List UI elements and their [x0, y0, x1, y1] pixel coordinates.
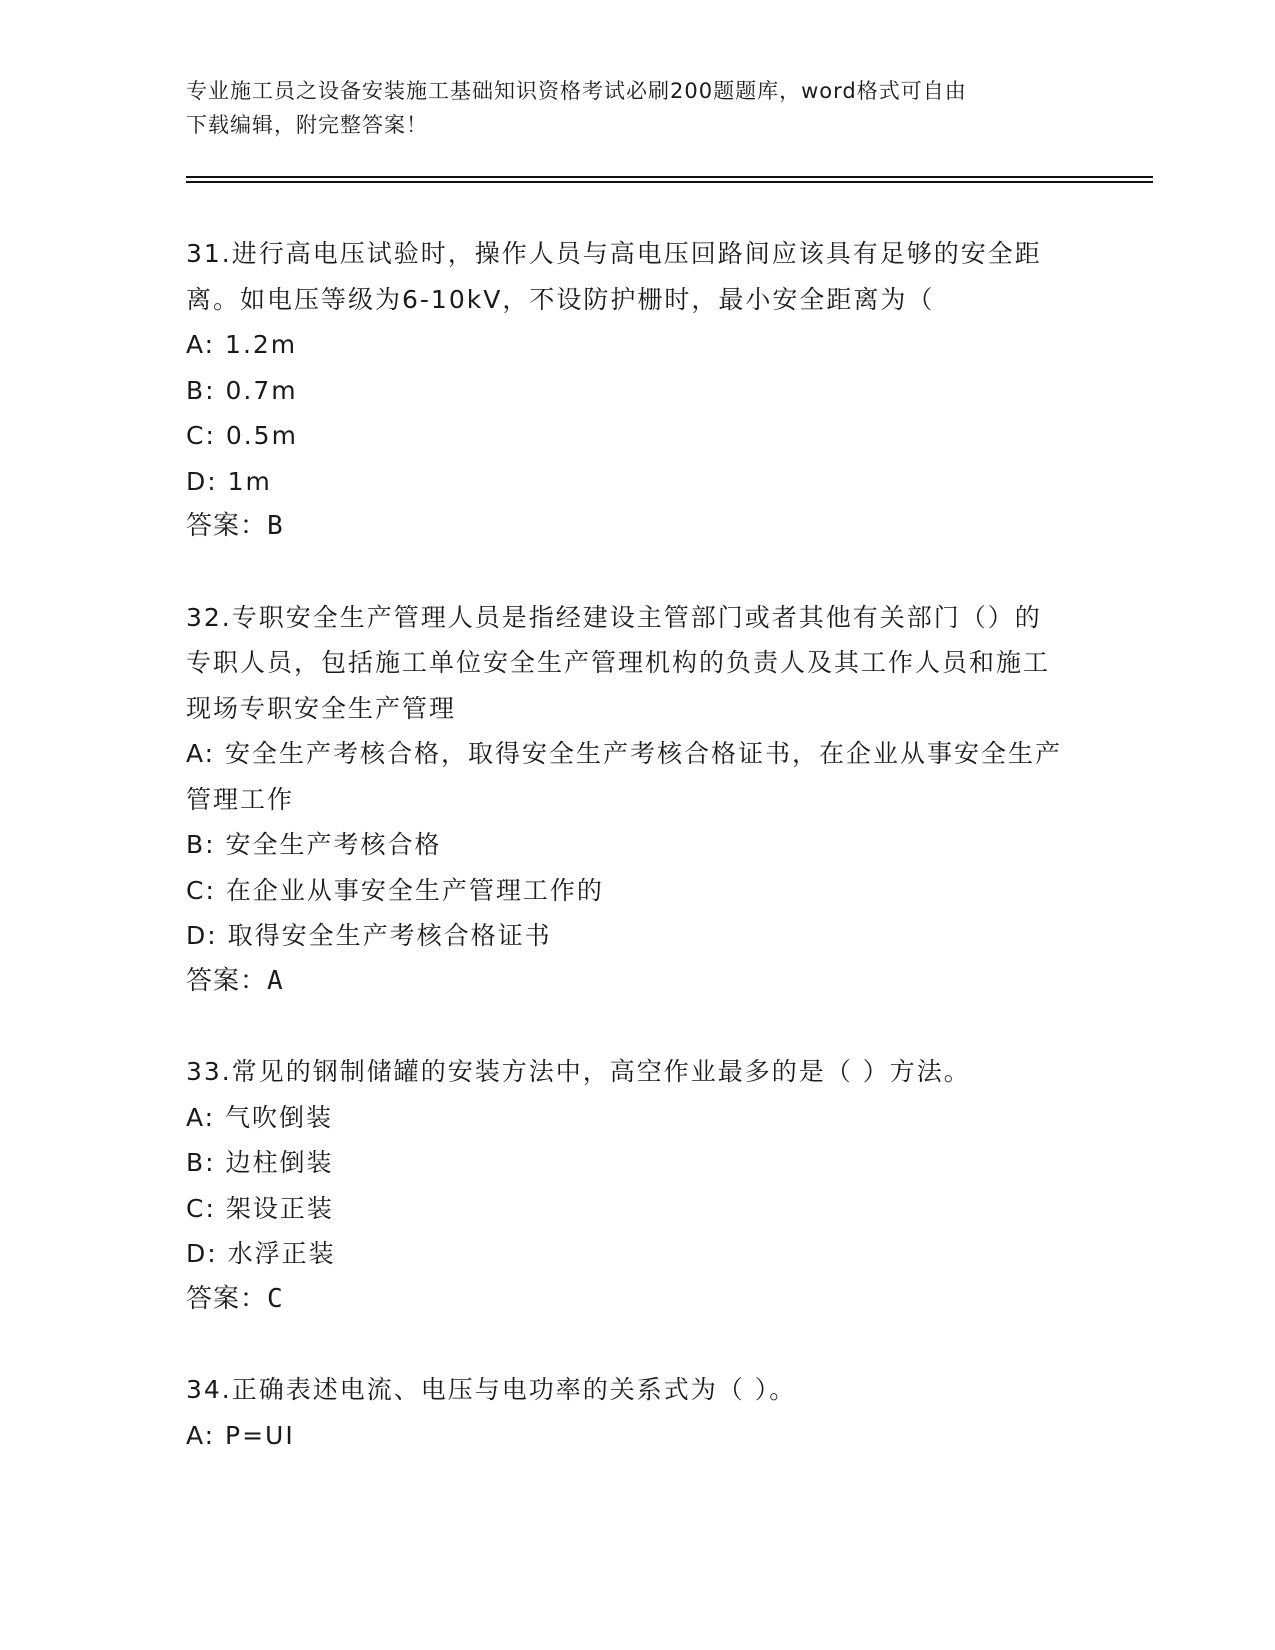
question-34 — [186, 1367, 1086, 1458]
question-text: 34.正确表述电流、电压与电功率的关系式为（ ）。 — [186, 1375, 797, 1404]
header-line-1: 专业施工员之设备安装施工基础知识资格考试必刷200题题库，word格式可自由 — [186, 79, 967, 103]
question-text: 33.常见的钢制储罐的安装方法中，高空作业最多的是（ ）方法。 — [186, 1057, 971, 1086]
option-c: C: 0.5m — [186, 421, 298, 450]
question-33 — [186, 1049, 1086, 1322]
answer-label: 答案： — [186, 965, 268, 996]
option-b: B: 0.7m — [186, 375, 298, 405]
answer-label: 答案： — [186, 1283, 268, 1314]
option-d: D: 水浮正装 — [186, 1239, 336, 1268]
header-line-2: 下载编辑，附完整答案！ — [186, 113, 428, 137]
option-a: A: 1.2m — [186, 330, 298, 359]
option-c: C: 架设正装 — [186, 1193, 334, 1223]
option-b: B: 安全生产考核合格 — [186, 830, 442, 859]
option-d: D: 取得安全生产考核合格证书 — [186, 921, 552, 950]
answer-line — [186, 959, 1086, 1005]
question-text: 31.进行高电压试验时，操作人员与高电压回路间应该具有足够的安全距离。如电压等级为6-10kV，不设防护栅时，最小安全距离为（ — [186, 239, 1042, 314]
option-b: B: 边柱倒装 — [186, 1148, 334, 1177]
option-a: A: 安全生产考核合格，取得安全生产考核合格证书，在企业从事安全生产管理工作 — [186, 739, 1063, 814]
document-header — [186, 74, 1066, 142]
option-c: C: 在企业从事安全生产管理工作的 — [186, 875, 604, 905]
header-divider-bottom — [186, 181, 1153, 183]
question-32 — [186, 595, 1086, 1005]
answer-line — [186, 504, 1086, 550]
question-list — [186, 231, 1086, 1458]
question-31 — [186, 231, 1086, 550]
answer-line — [186, 1277, 1086, 1323]
question-text: 32.专职安全生产管理人员是指经建设主管部门或者其他有关部门（）的专职人员，包括施工单位安全生产管理机构的负责人及其工作人员和施工现场专职安全生产管理 — [186, 602, 1051, 723]
answer-value: A — [267, 965, 284, 996]
option-d: D: 1m — [186, 466, 272, 496]
option-a: A: P=UI — [186, 1420, 295, 1450]
option-a: A: 气吹倒装 — [186, 1102, 334, 1132]
header-divider-top — [186, 176, 1153, 178]
answer-label: 答案： — [186, 511, 268, 541]
answer-value: C — [267, 1283, 284, 1314]
answer-value: B — [267, 511, 284, 541]
